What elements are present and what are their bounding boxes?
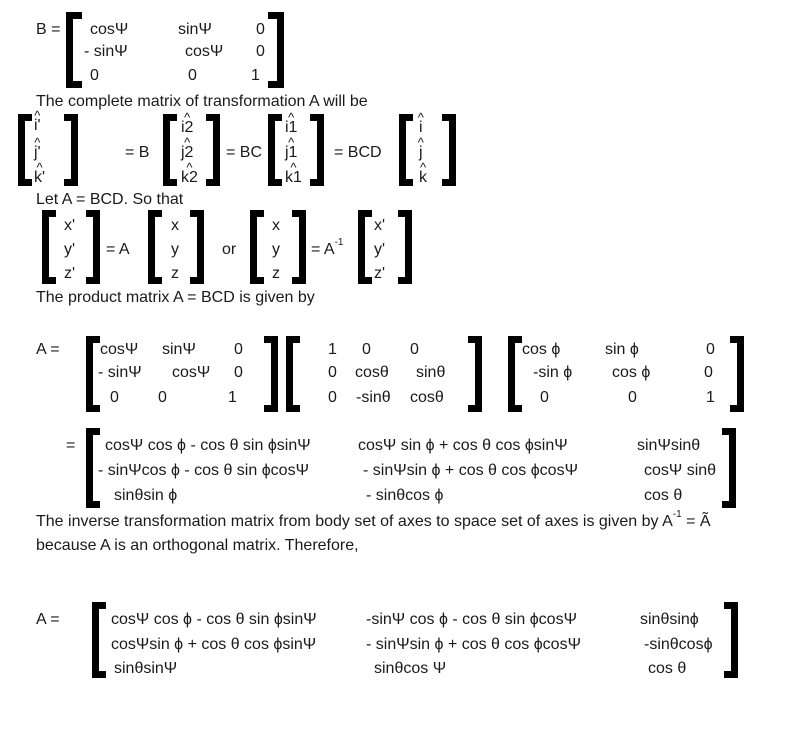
m2-r3c1: 0 [328, 389, 337, 406]
uv-eq1: = B [125, 144, 150, 161]
res-r3c2: - sinθcos ϕ [366, 487, 444, 504]
b-r3c1: 0 [90, 67, 99, 84]
uv-col3-r1: ^ i1 [285, 120, 297, 136]
co-or: or [222, 241, 237, 258]
result-right-bracket [722, 428, 736, 508]
m1-r2c2: cosΨ [172, 364, 211, 381]
m3-r1c2: sin ϕ [605, 341, 639, 358]
inverse-lhs: A = [36, 611, 60, 628]
m3-r2c1: -sin ϕ [533, 364, 573, 381]
m1-r1c3: 0 [234, 341, 243, 358]
b-r1c3: 0 [256, 21, 265, 38]
m3-r3c1: 0 [540, 389, 549, 406]
inv-r3c3: cos θ [648, 660, 687, 677]
text-inverse-exponent: -1 [672, 509, 682, 520]
co-col4-r3: z' [374, 265, 386, 282]
m3-r1c1: cos ϕ [522, 341, 561, 358]
uv-col4-r3: ^ k [419, 170, 427, 186]
inv-r1c1: cosΨ cos ϕ - cos θ sin ϕsinΨ [111, 611, 317, 628]
uv-col4-r2: ^ j [419, 145, 423, 161]
b-matrix-left-bracket [66, 12, 82, 88]
m1-r3c3: 1 [228, 389, 237, 406]
m2-r2c1: 0 [328, 364, 337, 381]
uv-col2-left-bracket [163, 114, 177, 186]
m1-right-bracket [264, 336, 278, 412]
co-col3-r1: x [272, 217, 280, 234]
b-matrix-right-bracket [268, 12, 284, 88]
b-r2c1: - sinΨ [84, 43, 128, 60]
co-eq2: = $A^{-1}$ [311, 237, 344, 258]
uv-col1-r2: ^ j' [34, 145, 41, 161]
res-r2c2: - sinΨsin ϕ + cos θ cos ϕcosΨ [363, 462, 578, 479]
uv-eq3: = BCD [334, 144, 382, 161]
m2-left-bracket [286, 336, 300, 412]
co-col1-r2: y' [64, 241, 76, 258]
co-col2-r1: x [171, 217, 179, 234]
inv-r1c3: sinθsinϕ [640, 611, 699, 628]
b-r2c2: cosΨ [185, 43, 224, 60]
m3-r2c3: 0 [704, 364, 713, 381]
co-col1-r1: x' [64, 217, 76, 234]
m3-left-bracket [508, 336, 522, 412]
uv-col3-left-bracket [268, 114, 282, 186]
m3-r3c3: 1 [706, 389, 715, 406]
uv-col3-right-bracket [310, 114, 324, 186]
m2-r1c3: 0 [410, 341, 419, 358]
m1-r1c1: cosΨ [100, 341, 139, 358]
co-col3-r2: y [272, 241, 280, 258]
uv-col2-r3: ^ k2 [181, 170, 198, 186]
m3-r3c2: 0 [628, 389, 637, 406]
m2-r1c1: 1 [328, 341, 337, 358]
m2-r2c2: cosθ [355, 364, 389, 381]
m3-r2c2: cos ϕ [612, 364, 651, 381]
res-r1c1: cosΨ cos ϕ - cos θ sin ϕsinΨ [105, 437, 311, 454]
uv-eq2: = BC [226, 144, 263, 161]
m2-right-bracket [468, 336, 482, 412]
co-col2-r2: y [171, 241, 179, 258]
inv-r2c3: -sinθcosϕ [644, 636, 713, 653]
co-col3-left-bracket [250, 210, 264, 284]
co-col2-r3: z [171, 265, 179, 282]
inv-r3c1: sinθsinΨ [114, 660, 178, 677]
b-r1c2: sinΨ [178, 21, 212, 38]
co-col4-left-bracket [358, 210, 372, 284]
m1-r2c3: 0 [234, 364, 243, 381]
co-col1-right-bracket [86, 210, 100, 284]
co-col4-right-bracket [398, 210, 412, 284]
uv-col2-right-bracket [206, 114, 220, 186]
uv-col2-r1: ^ i2 [181, 120, 193, 136]
m3-r1c3: 0 [706, 341, 715, 358]
uv-col4-right-bracket [442, 114, 456, 186]
co-eq1: = A [106, 241, 130, 258]
b-r3c3: 1 [251, 67, 260, 84]
res-r1c2: cosΨ sin ϕ + cos θ cos ϕsinΨ [358, 437, 568, 454]
text-orthogonal: because A is an orthogonal matrix. Therefore, [36, 537, 359, 554]
co-col3-r3: z [272, 265, 280, 282]
m1-r3c2: 0 [158, 389, 167, 406]
inv-r2c1: cosΨsin ϕ + cos θ cos ϕsinΨ [111, 636, 317, 653]
inverse-left-bracket [92, 602, 106, 678]
b-r1c1: cosΨ [90, 21, 129, 38]
inv-r2c2: - sinΨsin ϕ + cos θ cos ϕcosΨ [366, 636, 581, 653]
m2-r1c2: 0 [362, 341, 371, 358]
text-inverse-transformation: The inverse transformation matrix from body set of axes to space set of axes is given by $A^{-1}$ = Ã [36, 509, 711, 530]
inv-r1c2: -sinΨ cos ϕ - cos θ sin ϕcosΨ [366, 611, 577, 628]
m2-r3c3: cosθ [410, 389, 444, 406]
co-col2-left-bracket [148, 210, 162, 284]
uv-col1-r1: ^ i' [34, 118, 41, 134]
text-complete-matrix: The complete matrix of transformation A will be [36, 93, 368, 110]
res-r3c1: sinθsin ϕ [114, 487, 178, 504]
text-let-a: Let A = BCD. So that [36, 191, 184, 208]
m1-r3c1: 0 [110, 389, 119, 406]
m3-right-bracket [730, 336, 744, 412]
co-col1-left-bracket [42, 210, 56, 284]
res-r2c1: - sinΨcos ϕ - cos θ sin ϕcosΨ [98, 462, 309, 479]
uv-col2-r2: ^ j2 [181, 145, 193, 161]
co-col2-right-bracket [190, 210, 204, 284]
uv-col4-r1: ^ i [419, 120, 423, 136]
b-r3c2: 0 [188, 67, 197, 84]
m1-r1c2: sinΨ [162, 341, 196, 358]
uv-col3-r2: ^ j1 [285, 145, 297, 161]
inverse-exponent: -1 [334, 237, 344, 248]
uv-col3-r3: ^ k1 [285, 170, 302, 186]
uv-col1-r3: ^ k' [34, 170, 45, 186]
m1-r2c1: - sinΨ [98, 364, 142, 381]
co-col3-right-bracket [292, 210, 306, 284]
res-r1c3: sinΨsinθ [637, 437, 701, 454]
co-col4-r2: y' [374, 241, 386, 258]
result-eq: = [66, 437, 76, 454]
product-lhs: A = [36, 341, 60, 358]
co-col4-r1: x' [374, 217, 386, 234]
b-matrix-label: B = [36, 21, 61, 38]
co-col1-r3: z' [64, 265, 76, 282]
inv-r3c2: sinθcos Ψ [374, 660, 447, 677]
uv-col1-right-bracket [64, 114, 78, 186]
uv-col1-left-bracket [18, 114, 32, 186]
text-product-matrix: The product matrix A = BCD is given by [36, 289, 315, 306]
res-r2c3: cosΨ sinθ [644, 462, 717, 479]
b-r2c3: 0 [256, 43, 265, 60]
inverse-right-bracket [724, 602, 738, 678]
m2-r3c2: -sinθ [356, 389, 391, 406]
uv-col4-left-bracket [399, 114, 413, 186]
m2-r2c3: sinθ [416, 364, 446, 381]
res-r3c3: cos θ [644, 487, 683, 504]
